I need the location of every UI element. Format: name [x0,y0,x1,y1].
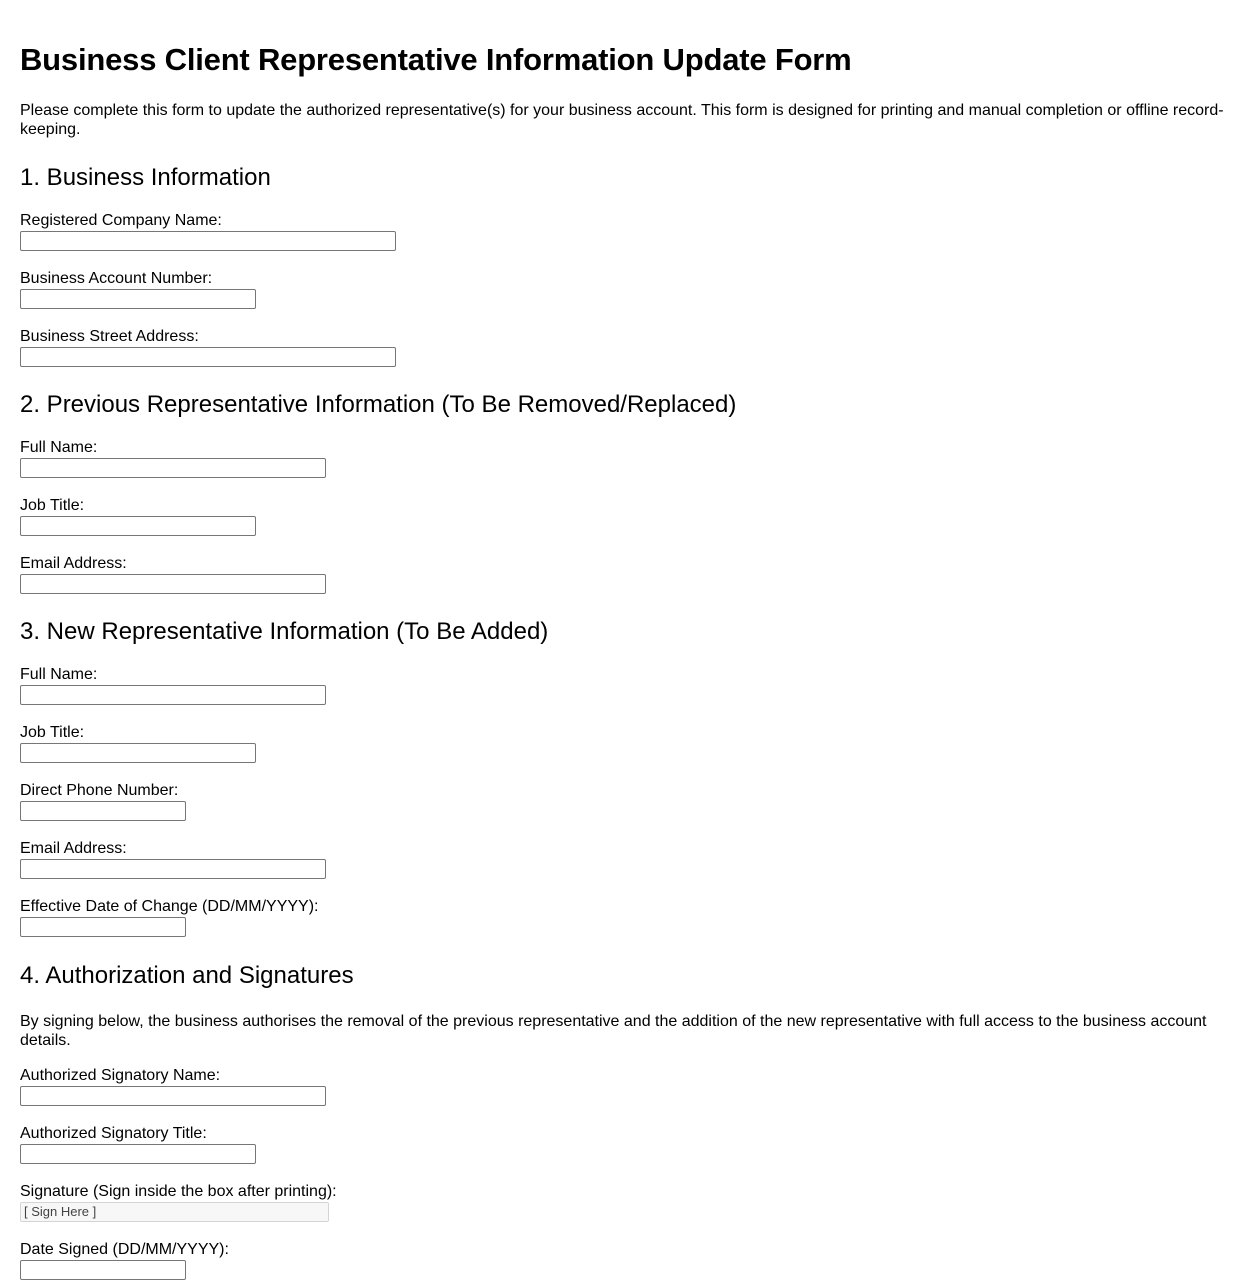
new-job-title-input[interactable] [20,743,256,763]
section-heading-business: 1. Business Information [20,164,271,191]
new-job-title-field-group [20,723,1227,763]
new-job-title-label: Job Title: [20,724,85,741]
effective-date-label: Effective Date of Change (DD/MM/YYYY): [20,898,319,915]
new-representative-section [20,618,1227,937]
street-address-label: Business Street Address: [20,328,199,345]
prev-full-name-field-group [20,438,1227,478]
prev-email-field-group [20,554,1227,594]
signatory-title-field-group [20,1124,1227,1164]
new-full-name-label: Full Name: [20,666,98,683]
date-signed-field-group [20,1240,1227,1280]
account-number-label: Business Account Number: [20,270,213,287]
street-address-input[interactable] [20,347,396,367]
prev-email-label: Email Address: [20,555,127,572]
account-number-input[interactable] [20,289,256,309]
new-phone-field-group [20,781,1227,821]
prev-job-title-field-group [20,496,1227,536]
signatory-name-label: Authorized Signatory Name: [20,1067,221,1084]
signatory-name-field-group [20,1066,1227,1106]
prev-full-name-input[interactable] [20,458,326,478]
signature-field-group [20,1182,1227,1222]
new-email-input[interactable] [20,859,326,879]
section-heading-previous-rep: 2. Previous Representative Information (To Be Removed/Replaced) [20,391,737,418]
signatory-name-input[interactable] [20,1086,326,1106]
company-name-field-group [20,211,1227,251]
authorization-text: By signing below, the business authorises the removal of the previous representative and the addition of the new representative with full access to the business account details. [20,1013,1207,1049]
business-information-section [20,164,1227,367]
signatory-title-input[interactable] [20,1144,256,1164]
section-heading-authorization: 4. Authorization and Signatures [20,962,354,989]
effective-date-field-group [20,897,1227,937]
previous-representative-section [20,391,1227,594]
account-number-field-group [20,269,1227,309]
effective-date-input[interactable] [20,917,186,937]
new-phone-input[interactable] [20,801,186,821]
street-address-field-group [20,327,1227,367]
new-email-field-group [20,839,1227,879]
new-email-label: Email Address: [20,840,127,857]
date-signed-label: Date Signed (DD/MM/YYYY): [20,1241,229,1258]
date-signed-input[interactable] [20,1260,186,1280]
new-full-name-input[interactable] [20,685,326,705]
prev-job-title-label: Job Title: [20,497,85,514]
company-name-label: Registered Company Name: [20,212,222,229]
authorization-section [20,962,1227,1280]
prev-job-title-input[interactable] [20,516,256,536]
section-heading-new-rep: 3. New Representative Information (To Be Added) [20,618,549,645]
new-phone-label: Direct Phone Number: [20,782,179,799]
intro-text: Please complete this form to update the authorized representative(s) for your business account. This form is designed for printing and manual completion or offline record-keeping. [20,102,1224,138]
prev-email-input[interactable] [20,574,326,594]
company-name-input[interactable] [20,231,396,251]
signatory-title-label: Authorized Signatory Title: [20,1125,207,1142]
new-full-name-field-group [20,665,1227,705]
prev-full-name-label: Full Name: [20,439,98,456]
signature-label: Signature (Sign inside the box after printing): [20,1183,337,1200]
page-title: Business Client Representative Information Update Form [20,42,852,77]
signature-box[interactable]: [ Sign Here ] [20,1202,329,1222]
